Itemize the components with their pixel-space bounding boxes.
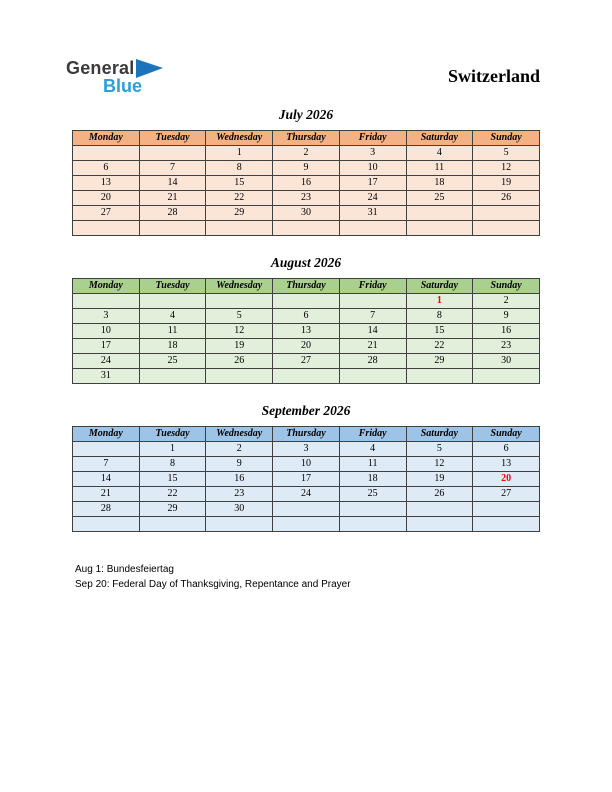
week-row — [73, 457, 540, 472]
logo-text-general: General — [66, 58, 135, 78]
day-header: Thursday — [273, 427, 340, 442]
week-row — [73, 146, 540, 161]
day-cell: 18 — [139, 339, 206, 354]
day-cell: 26 — [206, 354, 273, 369]
holiday-note: Sep 20: Federal Day of Thanksgiving, Repentance and Prayer — [75, 579, 351, 590]
day-cell: 31 — [73, 369, 140, 384]
day-cell: 13 — [73, 176, 140, 191]
day-cell: 13 — [473, 457, 540, 472]
empty-cell — [473, 221, 540, 236]
day-cell: 14 — [139, 176, 206, 191]
holiday-notes — [75, 564, 351, 594]
day-cell: 25 — [339, 487, 406, 502]
empty-cell — [206, 517, 273, 532]
day-cell: 23 — [473, 339, 540, 354]
month-table — [72, 130, 540, 236]
day-header: Tuesday — [139, 279, 206, 294]
day-cell: 15 — [406, 324, 473, 339]
empty-cell — [406, 206, 473, 221]
day-header: Thursday — [273, 279, 340, 294]
empty-cell — [273, 221, 340, 236]
day-cell: 21 — [139, 191, 206, 206]
week-row — [73, 161, 540, 176]
month-title: September 2026 — [261, 403, 351, 418]
day-cell: 7 — [139, 161, 206, 176]
day-cell: 5 — [473, 146, 540, 161]
day-cell: 7 — [73, 457, 140, 472]
day-cell: 10 — [73, 324, 140, 339]
empty-cell — [473, 502, 540, 517]
day-cell: 28 — [139, 206, 206, 221]
day-header-row — [73, 279, 540, 294]
day-cell: 19 — [206, 339, 273, 354]
empty-cell — [473, 206, 540, 221]
empty-cell — [73, 146, 140, 161]
day-header: Saturday — [406, 427, 473, 442]
day-cell: 17 — [73, 339, 140, 354]
day-cell: 29 — [406, 354, 473, 369]
empty-cell — [139, 221, 206, 236]
day-cell: 20 — [73, 191, 140, 206]
day-cell: 11 — [406, 161, 473, 176]
empty-cell — [139, 146, 206, 161]
day-header: Saturday — [406, 131, 473, 146]
empty-cell — [273, 294, 340, 309]
day-cell: 10 — [273, 457, 340, 472]
day-cell: 18 — [339, 472, 406, 487]
empty-cell — [339, 369, 406, 384]
empty-cell — [73, 517, 140, 532]
day-cell: 16 — [273, 176, 340, 191]
day-cell: 2 — [273, 146, 340, 161]
empty-cell — [73, 442, 140, 457]
day-header-row — [73, 131, 540, 146]
day-cell: 20 — [473, 472, 540, 487]
day-cell: 5 — [406, 442, 473, 457]
day-cell: 30 — [206, 502, 273, 517]
week-row — [73, 502, 540, 517]
day-cell: 13 — [273, 324, 340, 339]
day-cell: 11 — [139, 324, 206, 339]
day-cell: 6 — [473, 442, 540, 457]
day-cell: 11 — [339, 457, 406, 472]
day-header: Monday — [73, 131, 140, 146]
week-row — [73, 206, 540, 221]
day-cell: 4 — [139, 309, 206, 324]
week-row — [73, 176, 540, 191]
day-cell: 9 — [473, 309, 540, 324]
month-table — [72, 426, 540, 532]
week-row — [73, 339, 540, 354]
day-header: Monday — [73, 427, 140, 442]
week-row — [73, 517, 540, 532]
day-cell: 2 — [206, 442, 273, 457]
day-cell: 30 — [473, 354, 540, 369]
day-cell: 8 — [206, 161, 273, 176]
week-row — [73, 294, 540, 309]
empty-cell — [73, 221, 140, 236]
day-cell: 23 — [273, 191, 340, 206]
day-cell: 3 — [73, 309, 140, 324]
day-cell: 3 — [273, 442, 340, 457]
day-header: Saturday — [406, 279, 473, 294]
day-cell: 2 — [473, 294, 540, 309]
day-cell: 17 — [273, 472, 340, 487]
month-block — [72, 103, 540, 236]
day-header: Tuesday — [139, 131, 206, 146]
day-cell: 24 — [339, 191, 406, 206]
day-cell: 19 — [473, 176, 540, 191]
months-container — [72, 103, 540, 547]
week-row — [73, 442, 540, 457]
day-cell: 3 — [339, 146, 406, 161]
day-cell: 19 — [406, 472, 473, 487]
day-header: Sunday — [473, 131, 540, 146]
logo — [66, 58, 176, 102]
day-cell: 20 — [273, 339, 340, 354]
week-row — [73, 472, 540, 487]
day-cell: 4 — [406, 146, 473, 161]
day-cell: 12 — [206, 324, 273, 339]
empty-cell — [473, 517, 540, 532]
day-cell: 18 — [406, 176, 473, 191]
day-cell: 12 — [406, 457, 473, 472]
empty-cell — [339, 221, 406, 236]
empty-cell — [406, 221, 473, 236]
day-cell: 10 — [339, 161, 406, 176]
day-header: Monday — [73, 279, 140, 294]
day-cell: 27 — [473, 487, 540, 502]
empty-cell — [406, 369, 473, 384]
day-cell: 15 — [206, 176, 273, 191]
week-row — [73, 487, 540, 502]
empty-cell — [273, 517, 340, 532]
day-cell: 22 — [139, 487, 206, 502]
day-cell: 12 — [473, 161, 540, 176]
day-cell: 16 — [473, 324, 540, 339]
day-cell: 27 — [73, 206, 140, 221]
day-header: Tuesday — [139, 427, 206, 442]
week-row — [73, 354, 540, 369]
day-header: Thursday — [273, 131, 340, 146]
day-cell: 16 — [206, 472, 273, 487]
day-cell: 26 — [473, 191, 540, 206]
day-header: Wednesday — [206, 279, 273, 294]
month-title: August 2026 — [270, 255, 342, 270]
day-cell: 8 — [406, 309, 473, 324]
day-cell: 25 — [139, 354, 206, 369]
empty-cell — [206, 369, 273, 384]
day-cell: 21 — [339, 339, 406, 354]
empty-cell — [406, 502, 473, 517]
day-header: Wednesday — [206, 427, 273, 442]
empty-cell — [406, 517, 473, 532]
day-cell: 9 — [273, 161, 340, 176]
day-cell: 7 — [339, 309, 406, 324]
week-row — [73, 221, 540, 236]
page-title: Switzerland — [448, 66, 540, 86]
day-cell: 22 — [406, 339, 473, 354]
day-cell: 5 — [206, 309, 273, 324]
day-header-row — [73, 427, 540, 442]
month-table — [72, 278, 540, 384]
week-row — [73, 309, 540, 324]
day-cell: 24 — [273, 487, 340, 502]
week-row — [73, 191, 540, 206]
empty-cell — [339, 502, 406, 517]
day-cell: 15 — [139, 472, 206, 487]
empty-cell — [273, 369, 340, 384]
day-cell: 27 — [273, 354, 340, 369]
day-cell: 23 — [206, 487, 273, 502]
empty-cell — [139, 294, 206, 309]
day-cell: 6 — [273, 309, 340, 324]
day-cell: 28 — [73, 502, 140, 517]
day-cell: 22 — [206, 191, 273, 206]
empty-cell — [139, 517, 206, 532]
day-cell: 14 — [339, 324, 406, 339]
empty-cell — [273, 502, 340, 517]
day-cell: 31 — [339, 206, 406, 221]
day-header: Sunday — [473, 427, 540, 442]
day-cell: 9 — [206, 457, 273, 472]
empty-cell — [139, 369, 206, 384]
day-cell: 30 — [273, 206, 340, 221]
day-cell: 1 — [139, 442, 206, 457]
day-header: Friday — [339, 427, 406, 442]
holiday-note: Aug 1: Bundesfeiertag — [75, 564, 174, 575]
month-block — [72, 251, 540, 384]
day-cell: 17 — [339, 176, 406, 191]
logo-text-blue: Blue — [103, 76, 143, 96]
day-header: Friday — [339, 131, 406, 146]
day-cell: 4 — [339, 442, 406, 457]
month-block — [72, 399, 540, 532]
day-cell: 14 — [73, 472, 140, 487]
month-title: July 2026 — [278, 107, 334, 122]
empty-cell — [339, 517, 406, 532]
empty-cell — [473, 369, 540, 384]
day-cell: 21 — [73, 487, 140, 502]
day-cell: 29 — [139, 502, 206, 517]
day-header: Friday — [339, 279, 406, 294]
day-cell: 1 — [206, 146, 273, 161]
empty-cell — [206, 221, 273, 236]
empty-cell — [339, 294, 406, 309]
day-cell: 26 — [406, 487, 473, 502]
day-header: Sunday — [473, 279, 540, 294]
day-cell: 25 — [406, 191, 473, 206]
day-cell: 8 — [139, 457, 206, 472]
empty-cell — [206, 294, 273, 309]
day-cell: 24 — [73, 354, 140, 369]
day-cell: 29 — [206, 206, 273, 221]
week-row — [73, 369, 540, 384]
week-row — [73, 324, 540, 339]
empty-cell — [73, 294, 140, 309]
day-header: Wednesday — [206, 131, 273, 146]
day-cell: 28 — [339, 354, 406, 369]
day-cell: 6 — [73, 161, 140, 176]
day-cell: 1 — [406, 294, 473, 309]
